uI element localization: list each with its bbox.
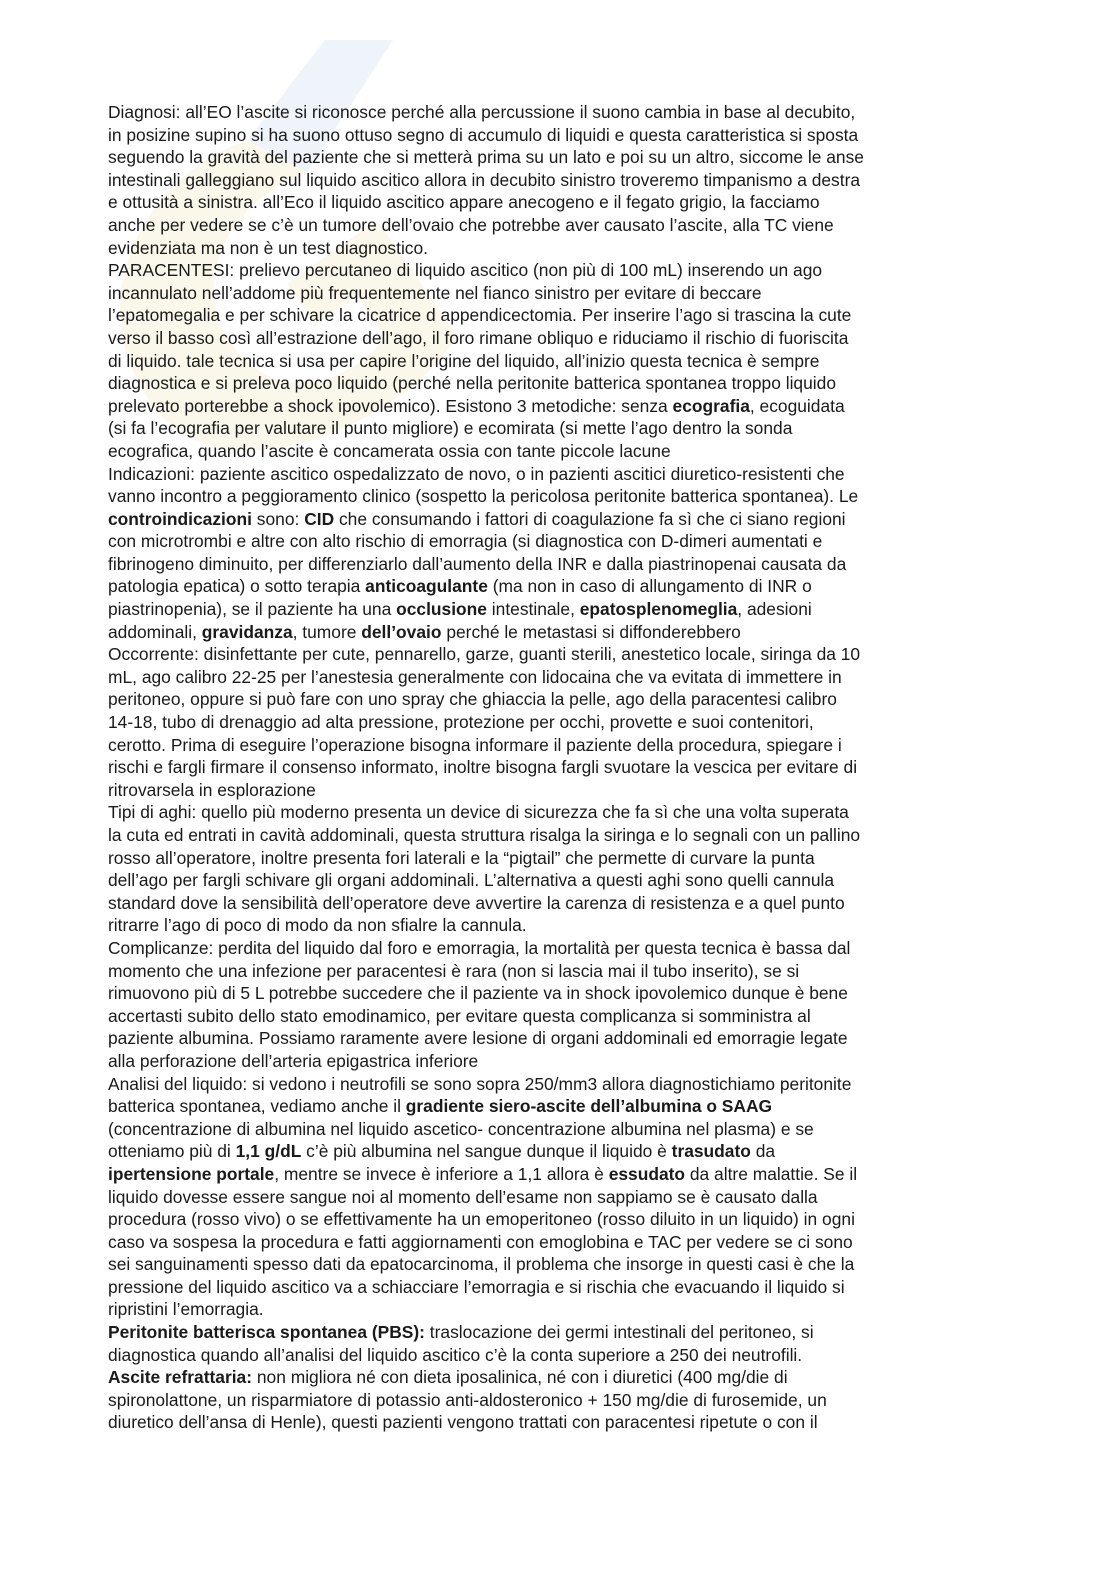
text-line [108, 1253, 1010, 1276]
text-line [108, 124, 1010, 147]
text-run: diagnostica quando all’analisi del liquido ascitico c’è la conta superiore a 250 dei neutrofili. [108, 1344, 803, 1365]
bold-text: trasudato [671, 1141, 751, 1162]
text-run: Diagnosi: all’EO l’ascite si riconosce perché alla percussione il suono cambia in base al decubito, [108, 102, 856, 122]
text-run: perché le metastasi si diffonderebbero [441, 621, 741, 642]
text-line [108, 756, 1010, 779]
text-run: , mentre se invece è inferiore a 1,1 allora è [274, 1163, 609, 1184]
text-run: intestinale, [486, 599, 580, 620]
text-line [108, 914, 1010, 937]
text-line [108, 169, 1010, 192]
text-line [108, 1186, 1010, 1209]
text-run: c’è più albumina nel sangue dunque il liquido è [301, 1141, 672, 1162]
text-run: patologia epatica) o sotto terapia [108, 576, 366, 597]
bold-text: controindicazioni [108, 508, 252, 529]
text-line [108, 1050, 1010, 1073]
text-line [108, 530, 1010, 553]
text-line [108, 1095, 1010, 1118]
text-line [108, 146, 1010, 169]
text-line [108, 688, 1010, 711]
bold-text: Ascite refrattaria: [108, 1367, 253, 1388]
text-run: 14-18, tubo di drenaggio ad alta pressione, protezione per occhi, provette e suoi contenitori, [108, 712, 814, 733]
text-line [108, 417, 1010, 440]
text-line [108, 869, 1010, 892]
text-run: momento che una infezione per paracentesi è rara (non si lascia mai il tubo inserito), se si [108, 960, 800, 981]
bold-text: ipertensione portale [108, 1163, 275, 1184]
bold-text: CID [304, 508, 335, 529]
text-run: l’epatomegalia e per schivare la cicatrice d appendicectomia. Per inserire l’ago si trascina la cute [108, 305, 852, 326]
text-line [108, 508, 1010, 531]
text-run: peritoneo, oppure si può fare con uno spray che ghiaccia la pelle, ago della paracentesi calibro [108, 689, 837, 710]
text-run: Tipi di aghi: quello più moderno presenta un device di sicurezza che fa sì che una volta superata [108, 802, 849, 823]
text-line [108, 395, 1010, 418]
text-run: e ottusità a sinistra. all’Eco il liquido ascitico appare anecogeno e il fegato grigio, la facciamo [108, 192, 820, 213]
text-line [108, 553, 1010, 576]
text-line [108, 982, 1010, 1005]
text-line [108, 237, 1010, 260]
text-line [108, 847, 1010, 870]
text-line [108, 1073, 1010, 1096]
text-run: incannulato nell’addome più frequentemente nel fianco sinistro per evitare di beccare [108, 282, 762, 303]
text-run: sono: [251, 508, 305, 529]
text-line [108, 1208, 1010, 1231]
text-run: cerotto. Prima di eseguire l’operazione bisogna informare il paziente della procedura, spiegare i [108, 734, 842, 755]
text-line [108, 1231, 1010, 1254]
bold-text: gradiente siero-ascite dell’albumina o SAAG [405, 1096, 773, 1117]
text-run: con microtrombi e altre con alto rischio di emorragia (si diagnostica con D-dimeri aumentati e [108, 531, 823, 552]
text-run: batterica spontanea, vediamo anche il [108, 1096, 406, 1117]
text-line [108, 1163, 1010, 1186]
text-run: paziente albumina. Possiamo raramente avere lesione di organi addominali ed emorragie legate [108, 1028, 848, 1049]
text-line [108, 350, 1010, 373]
text-line [108, 711, 1010, 734]
text-line [108, 259, 1010, 282]
text-run: anche per vedere se c’è un tumore dell’ovaio che potrebbe aver causato l’ascite, alla TC viene [108, 214, 834, 235]
bold-text: gravidanza [201, 621, 293, 642]
text-line [108, 960, 1010, 983]
text-run: ripristini l’emorragia. [108, 1299, 264, 1320]
text-run: evidenziata ma non è un test diagnostico. [108, 237, 429, 258]
text-run: caso va sospesa la procedura e fatti aggiornamenti con emoglobina e TAC per vedere se ci sono [108, 1231, 853, 1252]
text-run: diagnostica e si preleva poco liquido (perché nella peritonite batterica spontanea troppo liquido [108, 373, 836, 394]
bold-text: Peritonite batterisca spontanea (PBS): [108, 1322, 425, 1343]
text-line [108, 485, 1010, 508]
document-body [108, 101, 1010, 1434]
text-run: spironolattone, un risparmiatore di potassio anti-aldosteronico + 150 mg/die di furosemide, un [108, 1389, 827, 1410]
text-run: dell’ago per fargli schivare gli organi addominali. L’alternativa a questi aghi sono quelli cannula [108, 870, 835, 891]
text-run: rischi e fargli firmare il consenso informato, inoltre bisogna fargli svuotare la vescica per evitare di [108, 757, 858, 778]
text-run: sei sanguinamenti spesso dati da epatocarcinoma, il problema che insorge in questi casi è che la [108, 1254, 855, 1275]
text-line [108, 1389, 1010, 1412]
text-run: otteniamo più di [108, 1141, 236, 1162]
text-run: (si fa l’ecografia per valutare il punto migliore) e ecomirata (si mette l’ago dentro la sonda [108, 418, 793, 439]
text-run: diuretico dell’ansa di Henle), questi pazienti vengono trattati con paracentesi ripetute o con il [108, 1412, 818, 1433]
bold-text: essudato [608, 1163, 686, 1184]
text-line [108, 304, 1010, 327]
text-line [108, 937, 1010, 960]
text-line [108, 1118, 1010, 1141]
text-run: pressione del liquido ascitico va a schiacciare l’emorragia e si rischia che evacuando il liquido si [108, 1276, 845, 1297]
text-line [108, 282, 1010, 305]
text-run: traslocazione dei germi intestinali del peritoneo, si [424, 1322, 814, 1343]
text-line [108, 1140, 1010, 1163]
text-run: ecografica, quando l’ascite è concamerata ossia con tante piccole lacune [108, 440, 671, 461]
text-run: Analisi del liquido: si vedono i neutrofili se sono sopra 250/mm3 allora diagnostichiamo peritonite [108, 1073, 852, 1094]
bold-text: anticoagulante [365, 576, 488, 597]
text-run: fibrinogeno diminuito, per differenziarlo dall’aumento della INR e dalla piastrinopenai causata da [108, 553, 847, 574]
text-run: liquido dovesse essere sangue noi al momento dell’esame non sappiamo se è causato dalla [108, 1186, 818, 1207]
text-line [108, 621, 1010, 644]
text-run: PARACENTESI: prelievo percutaneo di liquido ascitico (non più di 100 mL) inserendo un ago [108, 260, 823, 281]
text-line [108, 734, 1010, 757]
text-run: da altre malattie. Se il [685, 1163, 858, 1184]
text-line [108, 101, 1010, 124]
text-run: procedura (rosso vivo) o se effettivamente ha un emoperitoneo (rosso diluito in un liquido) in ogni [108, 1209, 855, 1230]
text-line [108, 575, 1010, 598]
text-line [108, 214, 1010, 237]
text-run: la cuta ed entrati in cavità addominali, questa struttura risalga la siringa e lo segnali con un pallino [108, 825, 861, 845]
text-run: ritrovarsela in esplorazione [108, 779, 316, 800]
text-line [108, 1411, 1010, 1434]
text-line [108, 824, 1010, 847]
text-run: di liquido. tale tecnica si usa per capire l’origine del liquido, all’inizio questa tecnica è sempre [108, 350, 820, 371]
text-line [108, 463, 1010, 486]
text-run: che consumando i fattori di coagulazione fa sì che ci siano regioni [334, 508, 846, 529]
text-run: verso il basso così all’estrazione dell’ago, il foro rimane obliquo e riduciamo il rischio di fuoriscita [108, 327, 849, 348]
text-run: in posizine supino si ha suono ottuso segno di accumulo di liquidi e questa caratteristica si sposta [108, 124, 859, 145]
text-line [108, 666, 1010, 689]
bold-text: occlusione [396, 599, 487, 620]
text-line [108, 643, 1010, 666]
text-run: non migliora né con dieta iposalinica, né con i diuretici (400 mg/die di [252, 1367, 788, 1388]
bold-text: ecografia [672, 395, 750, 416]
text-line [108, 327, 1010, 350]
text-line [108, 598, 1010, 621]
text-run: Complicanze: perdita del liquido dal foro e emorragia, la mortalità per questa tecnica è bassa dal [108, 937, 851, 958]
text-line [108, 1276, 1010, 1299]
text-run: da [750, 1141, 776, 1162]
bold-text: dell’ovaio [361, 621, 442, 642]
text-line [108, 372, 1010, 395]
text-run: vanno incontro a peggioramento clinico (sospetto la pericolosa peritonite batterica spontanea). Le [108, 486, 859, 507]
text-run: , tumore [292, 621, 362, 642]
bold-text: 1,1 g/dL [235, 1141, 302, 1162]
text-run: prelevato porterebbe a shock ipovolemico). Esistono 3 metodiche: senza [108, 395, 673, 416]
text-run: (concentrazione di albumina nel liquido ascetico- concentrazione albumina nel plasma) e se [108, 1118, 814, 1139]
text-run: ritrarre l’ago di poco di modo da non sfialre la cannula. [108, 915, 527, 936]
text-run: mL, ago calibro 22-25 per l’anestesia generalmente con lidocaina che va evitata di immettere in [108, 666, 842, 687]
bold-text: epatosplenomeglia [579, 599, 738, 620]
text-run: , ecoguidata [749, 395, 845, 416]
text-line [108, 191, 1010, 214]
text-run: seguendo la gravità del paziente che si metterà prima su un lato e poi su un altro, siccome le anse [108, 147, 864, 168]
text-run: (ma non in caso di allungamento di INR o [487, 576, 812, 597]
text-run: accertasti subito dello stato emodinamico, per evitare questa complicanza si somministra al [108, 1005, 811, 1026]
text-run: alla perforazione dell’arteria epigastrica inferiore [108, 1050, 479, 1071]
text-run: rosso all’operatore, inoltre presenta fori laterali e la “pigtail” che permette di curvare la punta [108, 847, 815, 868]
text-run: , adesioni [737, 599, 812, 620]
text-run: piastrinopenia), se il paziente ha una [108, 599, 397, 620]
text-run: intestinali galleggiano sul liquido ascitico allora in decubito sinistro troveremo timpanismo a destra [108, 169, 861, 190]
text-line [108, 779, 1010, 802]
text-run: standard dove la sensibilità dell’operatore deve avvertire la carenza di resistenza e a quel punto [108, 892, 845, 913]
text-line [108, 1366, 1010, 1389]
text-line [108, 892, 1010, 915]
text-run: Indicazioni: paziente ascitico ospedalizzato de novo, o in pazienti ascitici diuretico-resistenti che [108, 463, 845, 484]
text-run: Occorrente: disinfettante per cute, pennarello, garze, guanti sterili, anestetico locale, siringa da 10 [108, 644, 861, 665]
text-line [108, 1321, 1010, 1344]
text-run: addominali, [108, 621, 202, 642]
text-run: rimuovono più di 5 L potrebbe succedere che il paziente va in shock ipovolemico dunque è bene [108, 983, 848, 1004]
text-line [108, 1298, 1010, 1321]
text-line [108, 440, 1010, 463]
text-line [108, 1027, 1010, 1050]
text-line [108, 1005, 1010, 1028]
text-line [108, 801, 1010, 824]
text-line [108, 1344, 1010, 1367]
